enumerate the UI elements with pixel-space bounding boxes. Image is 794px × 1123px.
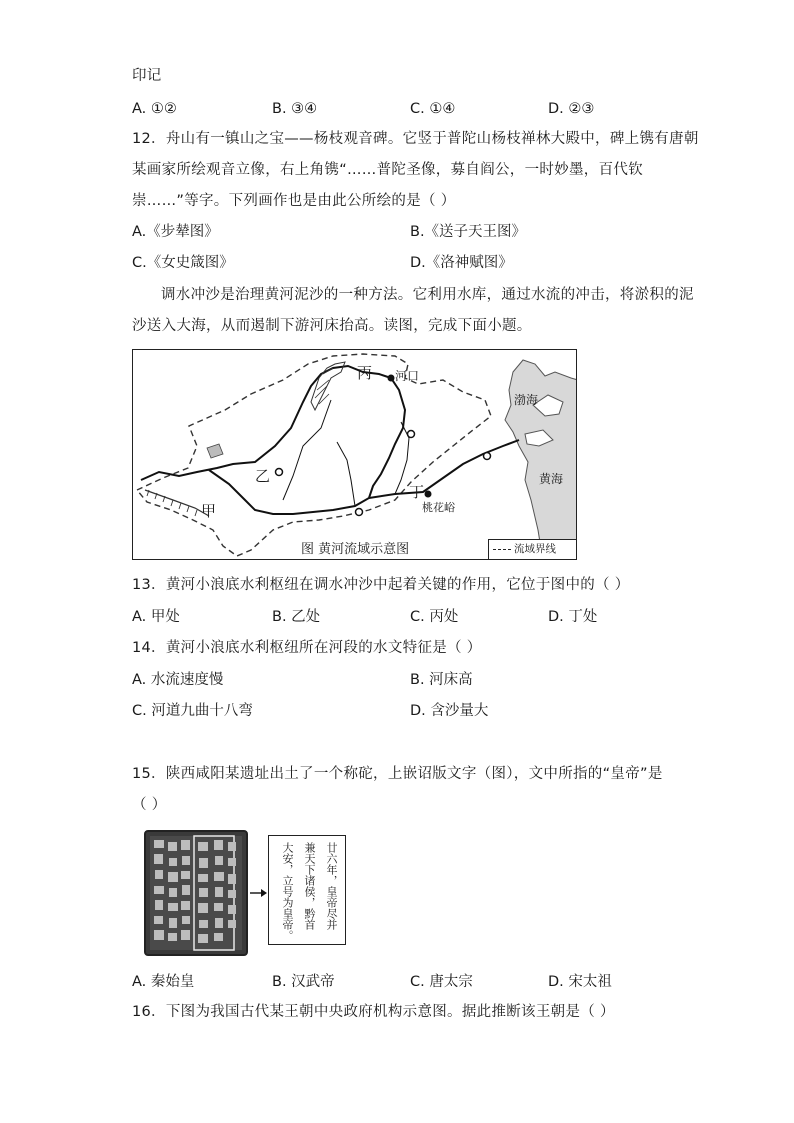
q13-option-b[interactable]: B. 乙处 (272, 609, 321, 625)
q13-option-c[interactable]: C. 丙处 (410, 609, 459, 625)
q13-stem: 13．黄河小浪底水利枢纽在调水冲沙中起着关键的作用，它位于图中的（ ） (132, 577, 630, 593)
transcript-col-2: 兼天下诸侯，黔首 (303, 842, 316, 930)
passage-line-2: 沙送入大海，从而遏制下游河床抬高。读图，完成下面小题。 (132, 318, 532, 334)
lake (207, 444, 223, 458)
legend-text: 流域界线 (514, 543, 556, 555)
sea-area (505, 360, 577, 560)
map-label-hekou: 河口 (395, 369, 420, 383)
q12-option-a[interactable]: A.《步辇图》 (132, 224, 219, 240)
station-east (484, 453, 491, 460)
q12-option-b[interactable]: B.《送子天王图》 (410, 224, 527, 240)
q11-option-d[interactable]: D. ②③ (548, 101, 595, 117)
q12-option-d[interactable]: D.《洛神赋图》 (410, 255, 513, 271)
map-label-jia: 甲 (201, 502, 217, 520)
tributary-2 (395, 422, 409, 494)
station-hekou (388, 375, 395, 382)
tributary-3 (337, 442, 355, 506)
tributary-1 (283, 400, 331, 500)
basin-boundary (137, 354, 491, 556)
q15-option-c[interactable]: C. 唐太宗 (410, 974, 473, 990)
q13-option-a[interactable]: A. 甲处 (132, 609, 180, 625)
map-label-bohai: 渤海 (514, 393, 539, 407)
q14-stem: 14．黄河小浪底水利枢纽所在河段的水文特征是（ ） (132, 640, 482, 656)
q14-option-a[interactable]: A. 水流速度慢 (132, 672, 224, 688)
lower-yellow-river (369, 440, 519, 501)
station-south (356, 509, 363, 516)
hatch-lines (315, 368, 333, 404)
q12-stem-line-3: 崇……”等字。下列画作也是由此公所绘的是（ ） (132, 193, 456, 209)
q15-stem-line-1: 15．陕西咸阳某遗址出土了一个称砣，上嵌诏版文字（图），文中所指的“皇帝”是 (132, 766, 663, 782)
q15-option-d[interactable]: D. 宋太祖 (548, 974, 612, 990)
q12-option-c[interactable]: C.《女史箴图》 (132, 255, 234, 271)
map-legend (488, 539, 576, 559)
transcript-col-3: 大安，立号为皇帝。 (281, 842, 294, 941)
map-drawing (133, 350, 577, 560)
continued-text: 印记 (132, 68, 162, 84)
station-mid (408, 431, 415, 438)
yellow-river (141, 366, 405, 514)
station-taohuayu (425, 491, 432, 498)
legend-dash-icon (493, 549, 511, 550)
q15-stem-line-2: （ ） (132, 797, 167, 813)
arrow-right-icon (250, 888, 268, 898)
q12-stem-line-1: 12．舟山有一镇山之宝——杨枝观音碑。它竖于普陀山杨枝禅林大殿中，碑上镌有唐朝 (132, 131, 699, 147)
map-caption: 图 黄河流域示意图 (301, 542, 410, 557)
q14-option-c[interactable]: C. 河道九曲十八弯 (132, 703, 253, 719)
map-label-ding: 丁 (409, 483, 425, 501)
inscription-transcript (268, 835, 346, 945)
q11-option-a[interactable]: A. ①② (132, 101, 177, 117)
transcript-col-1: 廿六年，皇帝尽并 (325, 842, 338, 930)
q11-option-b[interactable]: B. ③④ (272, 101, 318, 117)
passage-line-1: 调水冲沙是治理黄河泥沙的一种方法。它利用水库，通过水流的冲击，将淤积的泥 (161, 287, 694, 303)
map-label-yi: 乙 (255, 467, 271, 485)
q14-option-d[interactable]: D. 含沙量大 (410, 703, 489, 719)
hatched-area (311, 362, 345, 410)
q12-stem-line-2: 某画家所绘观音立像，右上角镌“……普陀圣像，募自阎公，一时妙墨，百代钦 (132, 162, 644, 178)
station-yi (276, 469, 283, 476)
yellow-river-basin-map (132, 349, 577, 560)
q14-option-b[interactable]: B. 河床高 (410, 672, 473, 688)
q11-option-c[interactable]: C. ①④ (410, 101, 456, 117)
stele-rubbing-image (142, 828, 250, 958)
q16-stem: 16．下图为我国古代某王朝中央政府机构示意图。据此推断该王朝是（ ） (132, 1004, 615, 1020)
q15-option-b[interactable]: B. 汉武帝 (272, 974, 335, 990)
map-label-huanghai: 黄海 (539, 472, 564, 486)
q13-option-d[interactable]: D. 丁处 (548, 609, 598, 625)
q15-option-a[interactable]: A. 秦始皇 (132, 974, 195, 990)
map-label-taohuayu: 桃花峪 (422, 501, 455, 514)
map-label-bing: 丙 (357, 364, 373, 382)
